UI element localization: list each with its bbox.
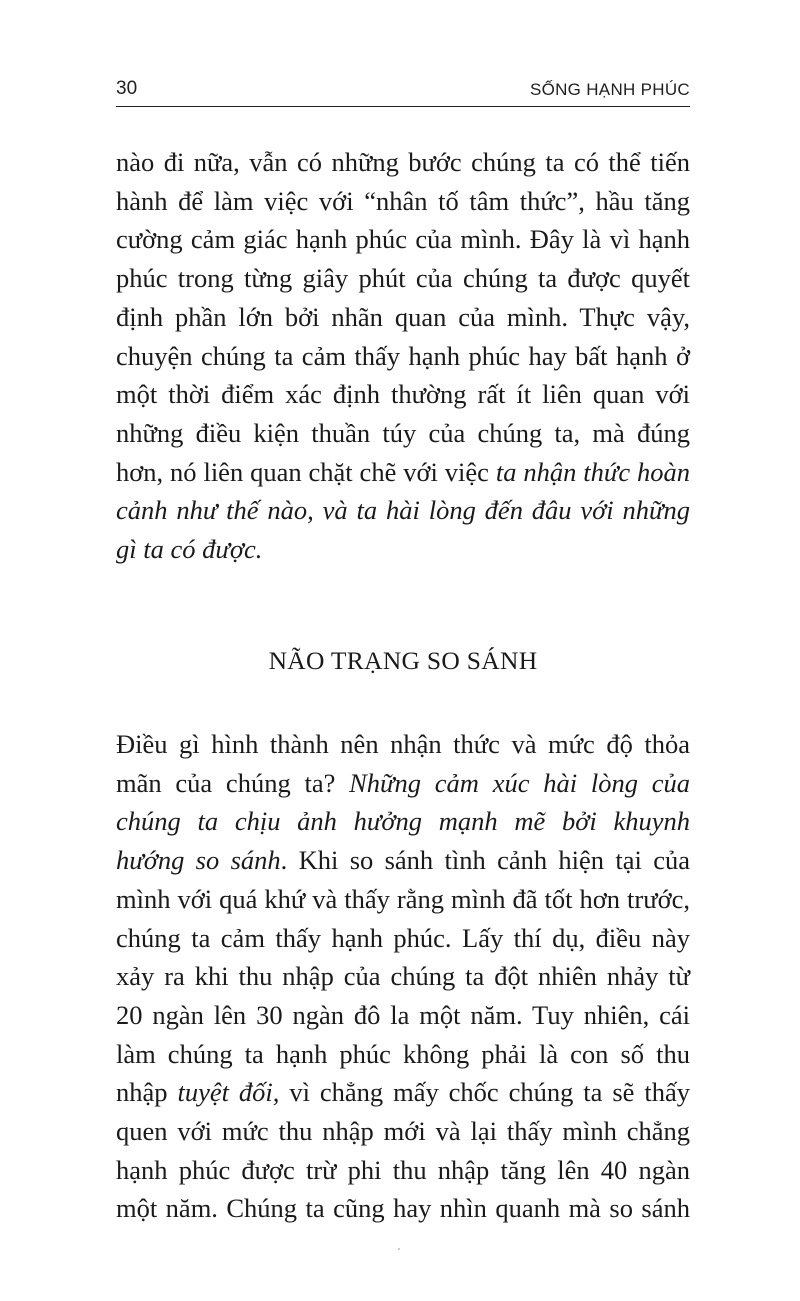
- text-run: nhập: [116, 1077, 178, 1108]
- text-run: . Khi so sánh tình cảnh hiện tại của: [280, 845, 690, 876]
- emphasis-run: hướng so sánh: [116, 845, 281, 876]
- text-run: vì chẳng mấy chốc chúng ta sẽ thấy: [279, 1077, 690, 1108]
- paragraph-1: [116, 143, 690, 569]
- text-line: [116, 802, 690, 841]
- page-header: [116, 74, 690, 106]
- emphasis-run: ta nhận thức hoàn: [495, 456, 690, 487]
- text-line: [116, 491, 690, 530]
- text-run: hơn, nó liên quan chặt chẽ với việc: [116, 456, 496, 487]
- header-rule: [116, 106, 690, 107]
- text-run: mãn của chúng ta?: [116, 767, 350, 798]
- page-number: 30: [116, 78, 138, 99]
- text-line: [116, 841, 690, 880]
- text-line: một năm. Chúng ta cũng hay nhìn quanh mà so sánh: [116, 1193, 690, 1224]
- text-line: 20 ngàn lên 30 ngàn đô la một năm. Tuy nhiên, cái: [116, 999, 690, 1030]
- emphasis-run: cảnh như thế nào, và ta hài lòng đến đâu với những: [116, 495, 690, 526]
- text-line: chúng ta cảm thấy hạnh phúc. Lấy thí dụ, điều này: [116, 922, 690, 953]
- text-line: xảy ra khi thu nhập của chúng ta đột nhiên nhảy từ: [116, 961, 690, 992]
- paragraph-2: [116, 725, 690, 1228]
- text-line: [116, 1073, 690, 1112]
- text-line: hạnh phúc được trừ phi thu nhập tăng lên 40 ngàn: [116, 1154, 690, 1185]
- text-line: định phần lớn bởi nhãn quan của mình. Thực vậy,: [116, 301, 690, 332]
- section-heading: NÃO TRẠNG SO SÁNH: [268, 646, 538, 675]
- text-line: mình với quá khứ và thấy rằng mình đã tốt hơn trước,: [116, 883, 690, 914]
- print-speck: [398, 1248, 400, 1250]
- emphasis-run: gì ta có được.: [116, 534, 263, 565]
- text-line: hành để làm việc với “nhân tố tâm thức”, hầu tăng: [116, 185, 690, 216]
- text-line: quen với mức thu nhập mới và lại thấy mình chẳng: [116, 1116, 690, 1147]
- text-line: Điều gì hình thành nên nhận thức và mức độ thỏa: [116, 729, 690, 759]
- text-line: chuyện chúng ta cảm thấy hạnh phúc hay bất hạnh ở: [116, 340, 690, 371]
- text-line: những điều kiện thuần túy của chúng ta, mà đúng: [116, 417, 690, 448]
- text-line: phúc trong từng giây phút của chúng ta được quyết: [116, 263, 690, 294]
- text-line: một thời điểm xác định thường rất ít liên quan với: [116, 379, 690, 410]
- text-line: cường cảm giác hạnh phúc của mình. Đây là vì hạnh: [116, 224, 690, 255]
- text-line: nào đi nữa, vẫn có những bước chúng ta có thể tiến: [116, 147, 690, 177]
- emphasis-run: chúng ta chịu ảnh hưởng mạnh mẽ bởi khuynh: [116, 806, 690, 837]
- text-line: làm chúng ta hạnh phúc không phải là con số thu: [116, 1038, 690, 1069]
- text-line: [116, 530, 690, 569]
- emphasis-run: tuyệt đối,: [177, 1077, 280, 1108]
- emphasis-run: Những cảm xúc hài lòng của: [349, 767, 691, 798]
- text-line: [116, 453, 690, 492]
- text-line: [116, 764, 690, 803]
- running-title: SỐNG HẠNH PHÚC: [529, 80, 690, 99]
